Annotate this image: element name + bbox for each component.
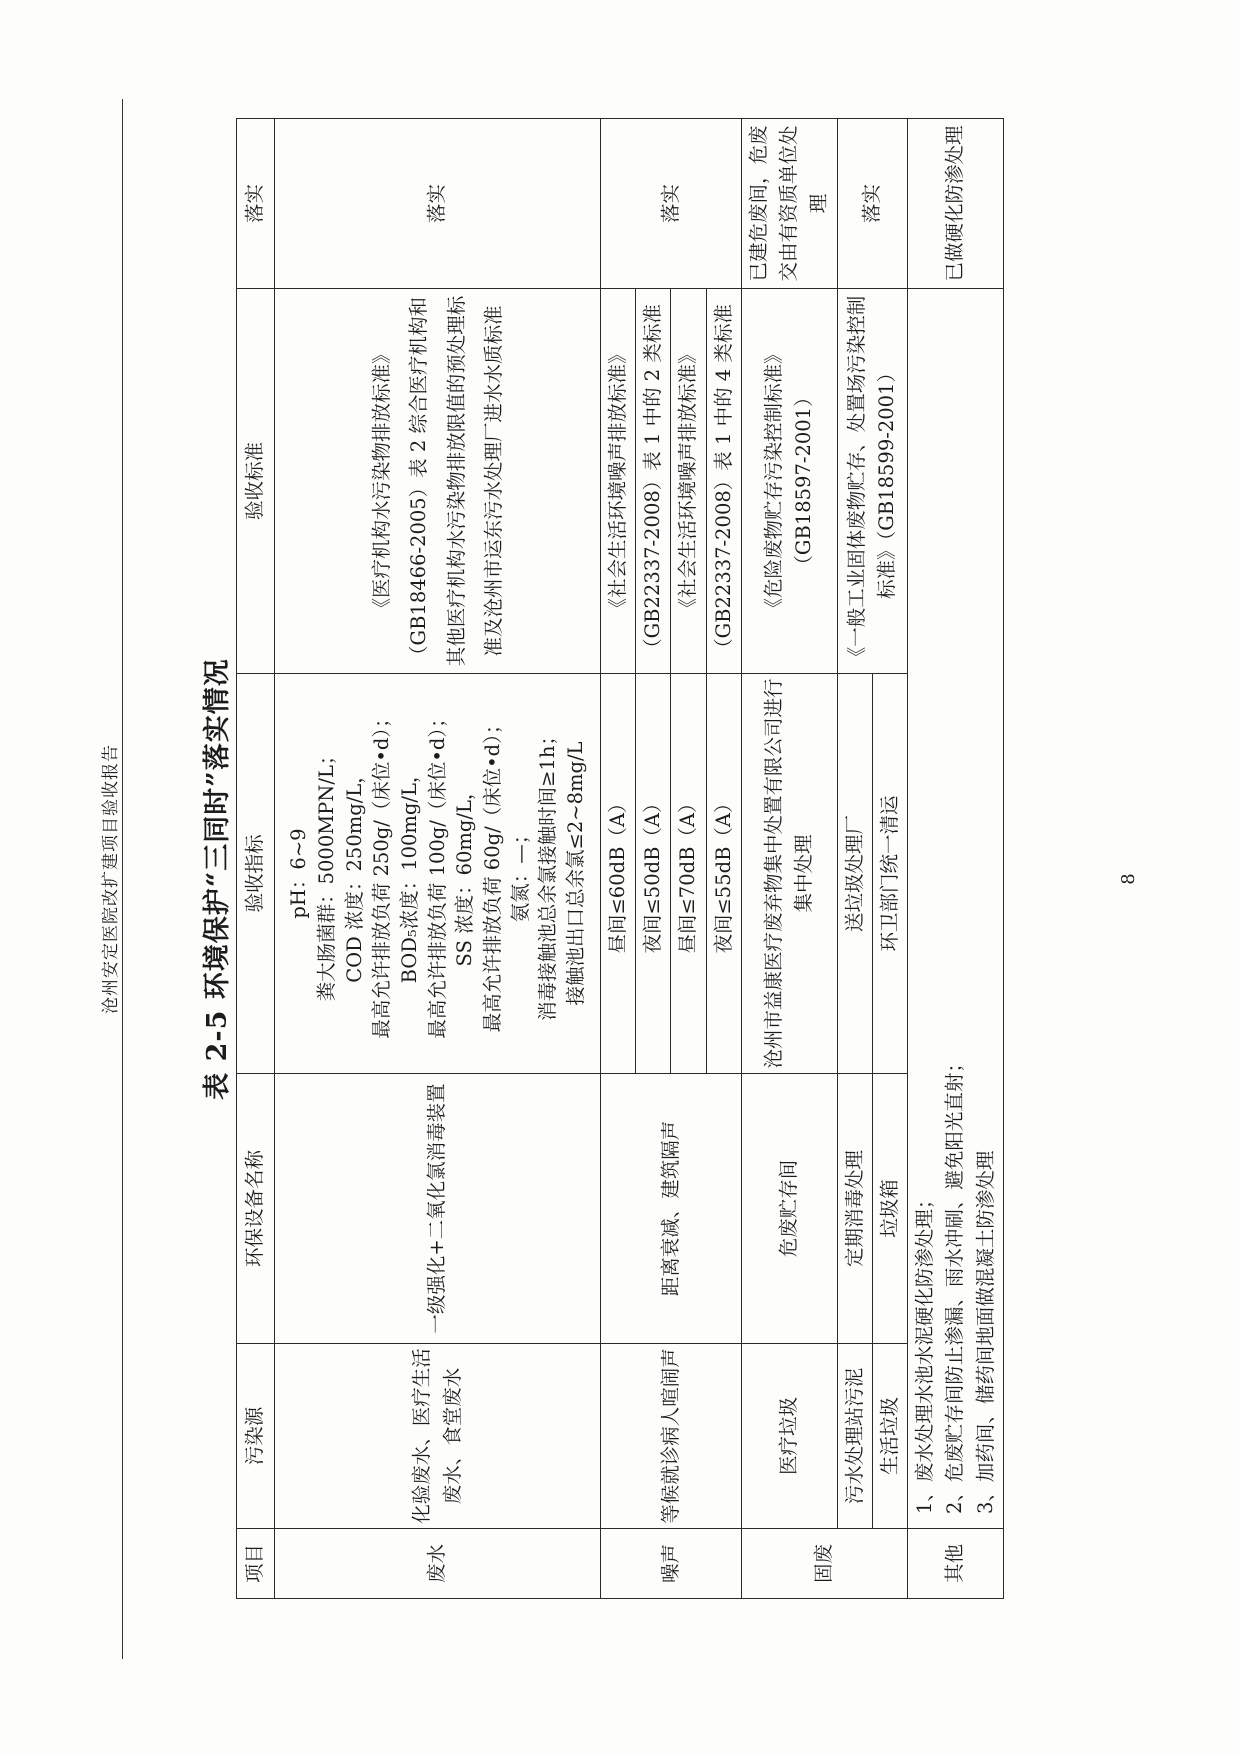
wastewater-status: 落实 bbox=[275, 119, 601, 289]
sludge-indicator: 送垃圾处理厂 bbox=[837, 674, 872, 1074]
sludge-source: 污水处理站污泥 bbox=[837, 1344, 872, 1529]
row-solid-sludge bbox=[837, 119, 872, 1599]
col-standard: 验收标准 bbox=[237, 289, 275, 674]
environment-table bbox=[236, 118, 1004, 1599]
noise-standard: 《社会生活环境噪声排放标准》 bbox=[601, 289, 636, 674]
domestic-facility: 垃圾箱 bbox=[872, 1074, 907, 1344]
noise-status: 落实 bbox=[601, 119, 742, 289]
header-divider bbox=[122, 99, 123, 1659]
col-project: 项目 bbox=[237, 1529, 275, 1599]
indicator-line: SS 浓度：60mg/L， bbox=[453, 780, 477, 967]
wastewater-indicators bbox=[275, 674, 601, 1074]
other-item: 3、加药间、储药间地面做混凝土防渗处理 bbox=[973, 1150, 997, 1514]
indicator-line: 消毒接触池总余氯接触时间≥1h； bbox=[536, 726, 560, 1021]
row-other bbox=[907, 119, 1003, 1599]
medical-indicator: 沧州市益康医疗废弃物集中处置有限公司进行集中处理 bbox=[741, 674, 837, 1074]
row-wastewater bbox=[275, 119, 601, 1599]
noise-project: 噪声 bbox=[601, 1529, 742, 1599]
indicator-line: 接触池出口总余氯≤2~8mg/L bbox=[564, 741, 588, 1006]
page-header: 沧州安定医院改扩建项目验收报告 bbox=[101, 744, 121, 1014]
row-solid-medical bbox=[741, 119, 837, 1599]
medical-standard: 《危险废物贮存污染控制标准》（GB18597-2001） bbox=[741, 289, 837, 674]
col-status: 落实 bbox=[237, 119, 275, 289]
page-number: 8 bbox=[1118, 873, 1139, 885]
noise-standard: （GB22337-2008）表 1 中的 2 类标准 bbox=[636, 289, 671, 674]
noise-indicator: 夜间≤55dB（A） bbox=[706, 674, 741, 1074]
general-status: 落实 bbox=[837, 119, 907, 289]
header-row bbox=[237, 119, 275, 1599]
noise-standard: 《社会生活环境噪声排放标准》 bbox=[671, 289, 706, 674]
noise-facility: 距离衰减、建筑隔声 bbox=[601, 1074, 742, 1344]
domestic-source: 生活垃圾 bbox=[872, 1344, 907, 1529]
wastewater-facility: 一级强化+二氧化氯消毒装置 bbox=[275, 1074, 601, 1344]
indicator-line: COD 浓度：250mg/L， bbox=[342, 764, 366, 983]
noise-indicator: 昼间≤60dB（A） bbox=[601, 674, 636, 1074]
wastewater-source: 化验废水、医疗生活废水、食堂废水 bbox=[275, 1344, 601, 1529]
col-indicator: 验收指标 bbox=[237, 674, 275, 1074]
other-item: 1、废水处理水池水泥硬化防渗处理； bbox=[913, 1189, 937, 1514]
indicator-line: 氨氮：—； bbox=[508, 824, 532, 923]
indicator-line: 粪大肠菌群：5000MPN/L； bbox=[314, 745, 338, 1002]
wastewater-standard: 《医疗机构水污染物排放标准》（GB18466-2005）表 2 综合医疗机构和其他医疗机构水污染物排放限值的预处理标准及沧州市运东污水处理厂进水水质标准 bbox=[275, 289, 601, 674]
medical-status: 已建危废间，危废交由有资质单位处理 bbox=[741, 119, 837, 289]
row-noise-1 bbox=[601, 119, 636, 1599]
other-project: 其他 bbox=[907, 1529, 1003, 1599]
wastewater-project: 废水 bbox=[275, 1529, 601, 1599]
noise-indicator: 夜间≤50dB（A） bbox=[636, 674, 671, 1074]
noise-source: 等候就诊病人喧闹声 bbox=[601, 1344, 742, 1529]
table-title: 表 2-5 环境保护“三同时”落实情况 bbox=[202, 658, 233, 1100]
solid-project: 固废 bbox=[741, 1529, 907, 1599]
indicator-line: 最高允许排放负荷 250g/（床位•d）； bbox=[370, 708, 394, 1039]
col-source: 污染源 bbox=[237, 1344, 275, 1529]
medical-facility: 危废贮存间 bbox=[741, 1074, 837, 1344]
domestic-indicator: 环卫部门统一清运 bbox=[872, 674, 907, 1074]
noise-indicator: 昼间≤70dB（A） bbox=[671, 674, 706, 1074]
other-item: 2、危废贮存间防止渗漏、雨水冲刷、避免阳光直射； bbox=[943, 1053, 967, 1514]
general-standard: 《一般工业固体废物贮存、处置场污染控制标准》（GB18599-2001） bbox=[837, 289, 907, 674]
indicator-line: 最高允许排放负荷 100g/（床位•d）； bbox=[425, 708, 449, 1039]
indicator-line: BOD₅浓度：100mg/L， bbox=[397, 763, 421, 984]
sludge-facility: 定期消毒处理 bbox=[837, 1074, 872, 1344]
other-status: 已做硬化防渗处理 bbox=[907, 119, 1003, 289]
medical-source: 医疗垃圾 bbox=[741, 1344, 837, 1529]
col-facility: 环保设备名称 bbox=[237, 1074, 275, 1344]
indicator-line: 最高允许排放负荷 60g/（床位•d）； bbox=[481, 714, 505, 1033]
other-items bbox=[907, 289, 1003, 1529]
noise-standard: （GB22337-2008）表 1 中的 4 类标准 bbox=[706, 289, 741, 674]
indicator-line: pH：6~9 bbox=[287, 828, 311, 919]
